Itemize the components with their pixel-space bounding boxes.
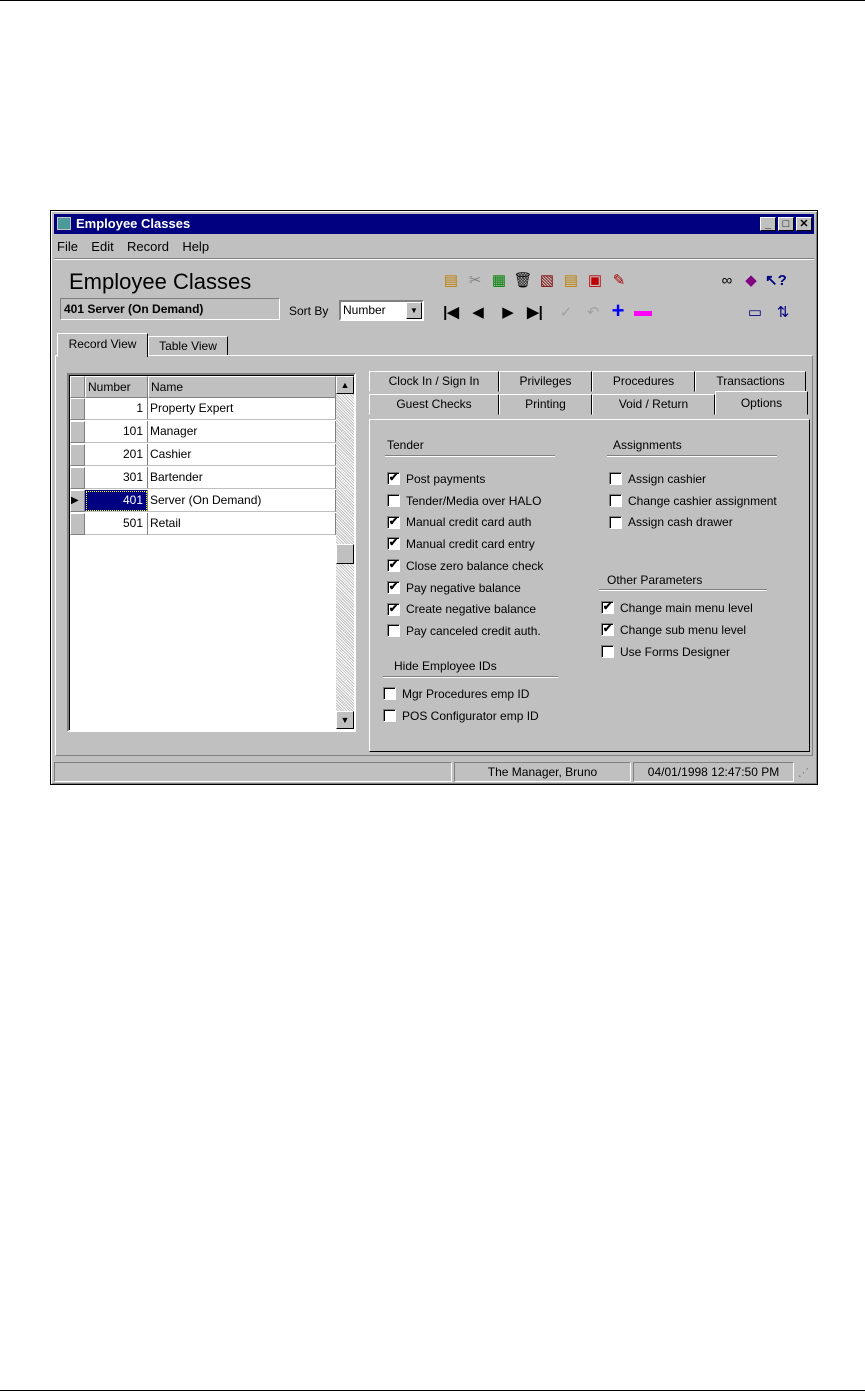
- row-indicator[interactable]: [70, 421, 85, 443]
- remove-record-icon[interactable]: [633, 303, 653, 323]
- checkmark-icon[interactable]: ✔: [602, 601, 613, 614]
- checkmark-icon[interactable]: ✔: [388, 602, 399, 615]
- checkbox-create-negative-balance[interactable]: [387, 602, 536, 618]
- checkbox-label: Assign cash drawer: [628, 515, 733, 530]
- last-record-icon[interactable]: ▶|: [527, 304, 543, 321]
- scroll-thumb[interactable]: [336, 544, 354, 564]
- maximize-button[interactable]: □: [778, 217, 794, 231]
- menu-separator: [54, 258, 814, 260]
- table-row-name[interactable]: Bartender: [148, 467, 336, 489]
- empty-checkbox-icon[interactable]: [609, 472, 622, 485]
- table-row-name[interactable]: Retail: [148, 513, 336, 535]
- tab-guest-checks[interactable]: Guest Checks: [369, 394, 499, 415]
- status-pane-message: [54, 762, 452, 782]
- tender-group-line: [385, 455, 555, 457]
- assignments-group-line: [607, 455, 777, 457]
- empty-checkbox-icon[interactable]: [387, 494, 400, 507]
- delete-icon[interactable]: 🗑: [513, 272, 533, 289]
- checkmark-icon[interactable]: ✔: [388, 559, 399, 572]
- employee-classes-window: [50, 210, 818, 785]
- hide-employee-ids-line: [383, 676, 558, 678]
- empty-checkbox-icon[interactable]: [609, 494, 622, 507]
- sort-by-value: Number: [343, 303, 386, 317]
- checkbox-label: Create negative balance: [406, 602, 537, 617]
- checkbox-label: Assign cashier: [628, 472, 707, 486]
- save-checkmark-icon[interactable]: ✓: [559, 304, 573, 321]
- grid-header: [70, 376, 336, 398]
- tab-clock-in-sign-in[interactable]: Clock In / Sign In: [369, 371, 499, 392]
- status-pane-user: The Manager, Bruno: [454, 762, 631, 782]
- checkbox-label: Use Forms Designer: [620, 645, 731, 659]
- table-row-name[interactable]: Manager: [148, 421, 336, 443]
- empty-checkbox-icon[interactable]: [387, 624, 400, 637]
- column-header-name[interactable]: Name: [148, 376, 336, 398]
- checkbox-label: Pay negative balance: [406, 580, 521, 595]
- checkbox-manual-credit-card-auth[interactable]: [387, 515, 531, 531]
- checkmark-icon[interactable]: ✔: [388, 580, 399, 593]
- checkmark-icon[interactable]: ✔: [388, 472, 399, 485]
- table-row-name[interactable]: Server (On Demand): [148, 490, 336, 512]
- sort-by-label: Sort By: [289, 304, 329, 318]
- checkbox-label: Post payments: [406, 472, 486, 486]
- checkbox-tender-media-over-halo[interactable]: [387, 494, 541, 510]
- scroll-down-button[interactable]: ▼: [336, 711, 354, 729]
- menu-bar: [57, 239, 219, 257]
- tab-transactions[interactable]: Transactions: [695, 371, 806, 392]
- empty-checkbox-icon[interactable]: [601, 645, 614, 658]
- row-indicator[interactable]: [70, 444, 85, 466]
- assignments-group-label: Assignments: [613, 438, 682, 452]
- row-indicator[interactable]: [70, 513, 85, 535]
- binoculars-icon[interactable]: ∞: [721, 272, 733, 289]
- checkbox-pay-canceled-credit-auth[interactable]: [387, 624, 541, 640]
- tab-record-view[interactable]: Record View: [57, 333, 148, 357]
- table-row-number[interactable]: 201: [85, 444, 148, 466]
- next-record-icon[interactable]: ▶: [502, 304, 514, 321]
- first-record-icon[interactable]: |◀: [443, 304, 459, 321]
- tab-privileges[interactable]: Privileges: [499, 371, 592, 392]
- table-row-number[interactable]: 401: [85, 490, 148, 512]
- chevron-down-icon[interactable]: ▼: [406, 302, 422, 319]
- page-top-rule: [0, 0, 865, 1]
- menu-edit[interactable]: Edit: [91, 239, 114, 254]
- table-row-number[interactable]: 501: [85, 513, 148, 535]
- tender-group-label: Tender: [387, 438, 424, 452]
- other-parameters-line: [599, 589, 767, 591]
- checkbox-label: Tender/Media over HALO: [406, 493, 542, 508]
- refresh-icon[interactable]: ⇅: [776, 304, 790, 321]
- checkmark-icon[interactable]: ✔: [388, 537, 399, 550]
- checkmark-icon[interactable]: ✔: [602, 623, 613, 636]
- status-pane-datetime: 04/01/1998 12:47:50 PM: [633, 762, 794, 782]
- monitor-icon[interactable]: ▭: [747, 304, 763, 321]
- menu-record[interactable]: Record: [127, 239, 169, 254]
- clipboard-icon[interactable]: ▣: [587, 272, 603, 289]
- row-indicator[interactable]: [70, 467, 85, 489]
- table-row-name[interactable]: Cashier: [148, 444, 336, 466]
- status-bar: [54, 762, 814, 782]
- close-button[interactable]: ✕: [796, 217, 812, 231]
- checkbox-label: Change main menu level: [620, 601, 753, 615]
- paste-record-icon[interactable]: ▦: [491, 272, 507, 289]
- whats-this-help-icon[interactable]: ↖?: [765, 272, 787, 289]
- sort-by-select[interactable]: [339, 300, 424, 321]
- empty-checkbox-icon[interactable]: [609, 516, 622, 529]
- empty-checkbox-icon[interactable]: [383, 687, 396, 700]
- checkbox-change-cashier-assignment[interactable]: [609, 494, 777, 510]
- checkbox-use-forms-designer[interactable]: [601, 645, 730, 661]
- find-icon[interactable]: ▧: [539, 272, 555, 289]
- add-record-icon[interactable]: +: [611, 298, 625, 323]
- title-bar[interactable]: [54, 214, 814, 234]
- menu-file[interactable]: File: [57, 239, 78, 254]
- checkbox-label: Manual credit card auth: [406, 515, 532, 530]
- window-title: Employee Classes: [76, 216, 191, 231]
- checkbox-close-zero-balance-check[interactable]: [387, 559, 543, 575]
- table-row-number[interactable]: 301: [85, 467, 148, 489]
- checkbox-label: Close zero balance check: [406, 558, 544, 573]
- tab-procedures[interactable]: Procedures: [592, 371, 695, 392]
- app-icon: [57, 217, 71, 230]
- copy-record-icon[interactable]: ▤: [443, 272, 459, 289]
- checkbox-change-main-menu-level[interactable]: [601, 601, 753, 617]
- checkbox-pos-configurator-emp-id[interactable]: [383, 709, 539, 725]
- cut-record-icon[interactable]: ✂: [468, 272, 482, 289]
- scroll-up-button[interactable]: ▲: [336, 376, 354, 394]
- page-bottom-rule: [0, 1390, 865, 1391]
- current-record-field: 401 Server (On Demand): [60, 298, 280, 320]
- empty-checkbox-icon[interactable]: [383, 709, 396, 722]
- checkbox-label: Change cashier assignment: [628, 493, 777, 508]
- wand-icon[interactable]: ✎: [612, 272, 626, 289]
- other-parameters-label: Other Parameters: [607, 573, 703, 587]
- table-row-name[interactable]: Property Expert: [148, 398, 336, 420]
- menu-help[interactable]: Help: [182, 239, 210, 254]
- checkbox-assign-cash-drawer[interactable]: [609, 515, 733, 531]
- checkbox-label: Manual credit card entry: [406, 537, 535, 552]
- checkbox-post-payments[interactable]: [387, 472, 485, 488]
- tab-table-view[interactable]: Table View: [148, 336, 228, 356]
- minimize-button[interactable]: _: [760, 217, 776, 231]
- tab-void-return[interactable]: Void / Return: [592, 394, 715, 415]
- checkbox-assign-cashier[interactable]: [609, 472, 706, 488]
- row-indicator[interactable]: ▶: [70, 490, 85, 512]
- checkbox-manual-credit-card-entry[interactable]: [387, 537, 535, 553]
- checkbox-label: Pay canceled credit auth.: [406, 623, 541, 638]
- row-indicator[interactable]: [70, 398, 85, 420]
- previous-record-icon[interactable]: ◀: [472, 304, 484, 321]
- header-indicator: [70, 376, 85, 398]
- checkbox-mgr-procedures-emp-id[interactable]: [383, 687, 529, 703]
- checkmark-icon[interactable]: ✔: [388, 515, 399, 528]
- column-header-number[interactable]: Number: [85, 376, 148, 398]
- book-icon[interactable]: ◆: [745, 272, 757, 289]
- duplicate-icon[interactable]: ▤: [563, 272, 579, 289]
- hide-employee-ids-label: Hide Employee IDs: [394, 659, 497, 673]
- grid-scrollbar[interactable]: [336, 376, 354, 729]
- checkbox-label: Mgr Procedures emp ID: [402, 687, 530, 701]
- checkbox-label: Change sub menu level: [620, 623, 747, 637]
- checkbox-change-sub-menu-level[interactable]: [601, 623, 746, 639]
- table-row-number[interactable]: 101: [85, 421, 148, 443]
- checkbox-pay-negative-balance[interactable]: [387, 581, 521, 597]
- tab-options[interactable]: Options: [715, 391, 808, 415]
- resize-grip-icon[interactable]: ⋰: [798, 767, 809, 779]
- undo-icon[interactable]: ↶: [586, 304, 600, 321]
- employee-class-grid: [67, 373, 356, 732]
- table-row-number[interactable]: 1: [85, 398, 148, 420]
- checkbox-label: POS Configurator emp ID: [402, 709, 539, 723]
- tab-printing[interactable]: Printing: [499, 394, 592, 415]
- page-title: Employee Classes: [69, 269, 252, 294]
